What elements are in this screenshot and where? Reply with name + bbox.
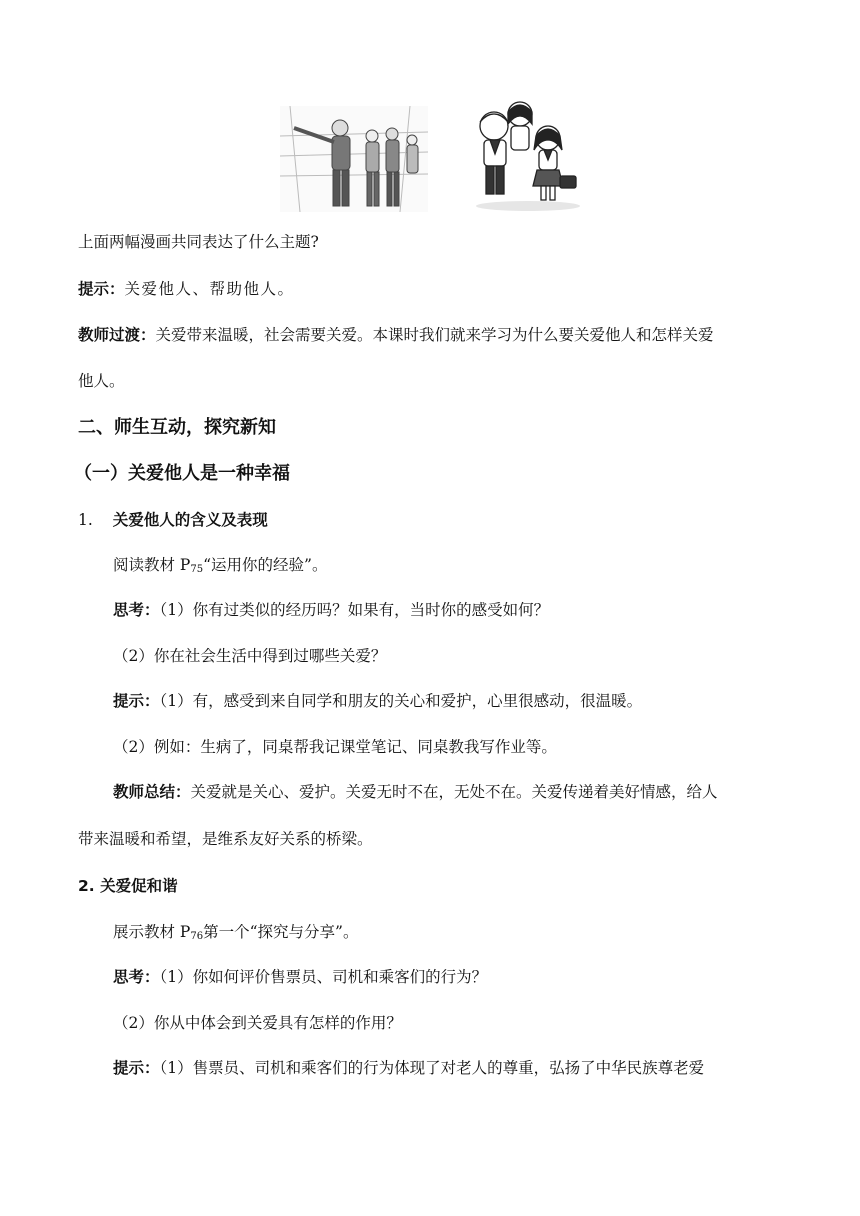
think-question-1: （1）你如何评价售票员、司机和乘客们的行为？ — [159, 968, 488, 986]
hint-label: 提示： — [78, 280, 125, 298]
illustrations-row — [0, 100, 860, 215]
subsection-1-heading: （一）关爱他人是一种幸福 — [74, 463, 290, 484]
item-1-hint-a2: （2）例如：生病了，同桌帮我记课堂笔记、同桌教我写作业等。 — [113, 738, 557, 756]
item-1-think-q2: （2）你在社会生活中得到过哪些关爱？ — [113, 647, 387, 665]
item-2-show — [113, 920, 358, 942]
item-2-think-q2: （2）你从中体会到关爱具有怎样的作用？ — [113, 1014, 402, 1032]
item-1-think-q1 — [113, 598, 549, 620]
intro-question: 上面两幅漫画共同表达了什么主题? — [78, 233, 319, 251]
item-2-heading: 2. 关爱促和谐 — [78, 877, 178, 895]
intro-hint — [78, 277, 295, 299]
item-2-hint-a1 — [113, 1056, 704, 1078]
show-suffix: 第一个“探究与分享”。 — [203, 923, 359, 941]
students-illustration — [468, 100, 586, 212]
think-label: 思考： — [113, 601, 160, 619]
think-label: 思考： — [113, 968, 160, 986]
section-2-heading: 二、师生互动，探究新知 — [78, 417, 276, 438]
item-1-heading — [78, 508, 268, 530]
item-1-summary-line-1 — [113, 780, 718, 802]
think-question-1: （1）你有过类似的经历吗？如果有，当时你的感受如何？ — [159, 601, 550, 619]
hint-answer-1: （1）售票员、司机和乘客们的行为体现了对老人的尊重，弘扬了中华民族尊老爱 — [159, 1059, 705, 1077]
item-1-read — [113, 553, 327, 575]
transition-text-1: 关爱带来温暖，社会需要关爱。本课时我们就来学习为什么要关爱他人和怎样关爱 — [155, 326, 714, 344]
guide-pointing-illustration — [280, 106, 428, 212]
item-2-think-q1 — [113, 965, 487, 987]
hint-text: 关爱他人、帮助他人。 — [124, 280, 295, 298]
hint-answer-1: （1）有，感受到来自同学和朋友的关心和爱护，心里很感动，很温暖。 — [159, 692, 643, 710]
read-page-number: 75 — [190, 564, 204, 575]
item-1-number: 1. — [78, 511, 93, 529]
hint-label: 提示： — [113, 692, 160, 710]
item-1-summary-line-2: 带来温暖和希望，是维系友好关系的桥梁。 — [78, 830, 373, 848]
item-1-hint-a1 — [113, 689, 642, 711]
hint-label: 提示： — [113, 1059, 160, 1077]
summary-text-1: 关爱就是关心、爱护。关爱无时不在，无处不在。关爱传递着美好情感，给人 — [190, 783, 718, 801]
item-1-title: 关爱他人的含义及表现 — [112, 511, 268, 529]
transition-text-2: 他人。 — [78, 372, 125, 390]
transition-label: 教师过渡： — [78, 326, 156, 344]
show-prefix: 展示教材 P — [113, 923, 191, 941]
read-suffix: “运用你的经验”。 — [203, 556, 328, 574]
summary-label: 教师总结： — [113, 783, 191, 801]
read-prefix: 阅读教材 P — [113, 556, 191, 574]
transition-line-1 — [78, 323, 714, 345]
show-page-number: 76 — [190, 931, 204, 942]
